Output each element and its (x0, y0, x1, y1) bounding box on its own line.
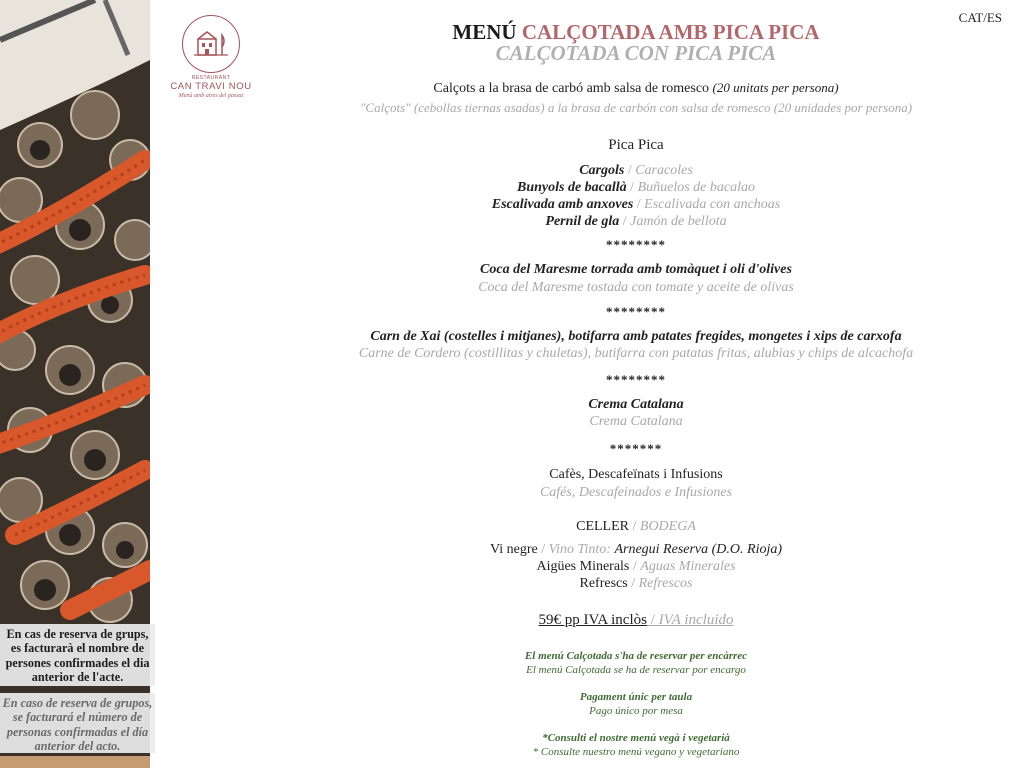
pica-item-cat: Pernil de gla (545, 214, 620, 229)
menu-word: MENÚ (452, 20, 517, 44)
separator: ******* (609, 441, 663, 456)
footnote-cat: *Consulti el nostre menú vegà i vegetarià (542, 732, 730, 744)
pica-item-es: Escalivada con anchoas (644, 197, 781, 212)
calcots-cat-text: Calçots a la brasa de carbó amb salsa de romesco (433, 81, 710, 96)
pica-item: Escalivada amb anxoves / Escalivada con anchoas (491, 197, 781, 212)
pica-item: Pernil de gla / Jamón de bellota (545, 214, 727, 229)
crema-cat: Crema Catalana (588, 397, 684, 412)
wine-cat: Vi negre (489, 542, 538, 557)
language-switch-link[interactable]: CAT/ES (958, 10, 1002, 25)
coca-es: Coca del Maresme tostada con tomate y aceite de olivas (478, 280, 794, 295)
menu-title-es: CALÇOTADA CON PICA PICA (495, 41, 777, 65)
carn-es: Carne de Cordero (costillitas y chuletas), butifarra con patatas fritas, alubias y chips de alcachofa (358, 346, 914, 361)
calcots-cat-note: (20 unitats per persona) (712, 80, 839, 95)
footnote-cat: Pagament únic per taula (579, 691, 693, 703)
cafes-cat: Cafès, Descafeïnats i Infusions (549, 467, 723, 482)
pica-item-cat: Cargols (579, 163, 625, 178)
logo-small-text: RESTAURANT (191, 75, 231, 81)
logo-tagline: Menú amb aires del passat (178, 93, 244, 99)
carn-cat: Carn de Xai (costelles i mitjanes), botifarra amb patates fregides, mongetes i xips de carxofa (370, 329, 902, 344)
pica-item-es: Jamón de bellota (630, 214, 727, 229)
pica-item-es: Caracoles (635, 163, 693, 178)
photo-bottom-strip (0, 756, 150, 768)
footnote-es: * Consulte nuestro menú vegano y vegetariano (532, 746, 740, 758)
menu-title-rose: CALÇOTADA AMB PICA PICA (521, 20, 820, 44)
footnote-es: Pago único por mesa (589, 705, 683, 717)
cafes-es: Cafés, Descafeinados e Infusiones (539, 485, 733, 500)
group-booking-note-cat: En cas de reserva de grups, es facturarà el nombre de persones confirmades el dia anterior de l'acte. (0, 624, 155, 686)
water-line: Aigües Minerals / Aguas Minerales (536, 559, 736, 574)
soft-drinks-es: Refrescos (638, 576, 693, 591)
price-line: 59€ pp IVA inclòs / IVA incluido (538, 612, 734, 628)
coca-cat: Coca del Maresme torrada amb tomàquet i oli d'olives (480, 262, 792, 277)
logo-name: CAN TRAVI NOU (170, 81, 252, 92)
calcots-cat (250, 80, 1022, 97)
wine-line: Vi negre / Vino Tinto: Arnegui Reserva (D.O. Rioja) (489, 542, 783, 557)
footnote-cat: El menú Calçotada s'ha de reservar per encàrrec (524, 650, 748, 662)
pica-item-cat: Bunyols de bacallà (517, 180, 627, 195)
separator: ******** (606, 304, 666, 319)
pica-item: Bunyols de bacallà / Buñuelos de bacalao (517, 180, 755, 195)
pica-item: Cargols / Caracoles (579, 163, 693, 178)
celler-es: BODEGA (639, 519, 696, 534)
water-cat: Aigües Minerals (536, 559, 630, 574)
separator: ******** (606, 237, 666, 252)
soft-drinks-cat: Refrescs (579, 576, 628, 591)
footnote-es: El menú Calçotada se ha de reservar por encargo (526, 664, 746, 676)
logo-building-icon (182, 15, 240, 73)
wine-es: Vino Tinto: (548, 542, 611, 557)
restaurant-logo[interactable] (170, 15, 252, 100)
pica-item-cat: Escalivada amb anxoves (491, 197, 634, 212)
price-es: IVA incluido (658, 612, 734, 628)
crema-es: Crema Catalana (589, 414, 683, 429)
wine-name: Arnegui Reserva (D.O. Rioja) (614, 542, 783, 557)
pica-pica-heading: Pica Pica (608, 137, 664, 153)
celler-heading: CELLER / BODEGA (576, 519, 696, 534)
water-es: Aguas Minerales (640, 559, 736, 574)
price-cat: 59€ pp IVA inclòs (538, 612, 647, 628)
celler-cat: CELLER (576, 519, 629, 534)
group-booking-note-es: En caso de reserva de grupos, se facturará el número de personas confirmadas el día anterior del acto. (0, 693, 155, 753)
calcots-es: "Calçots" (cebollas tiernas asadas) a la brasa de carbón con salsa de romesco (20 unidades por persona) (359, 100, 913, 115)
separator: ******** (606, 372, 666, 387)
soft-drinks-line: Refrescs / Refrescos (579, 576, 693, 591)
pica-item-es: Buñuelos de bacalao (637, 180, 755, 195)
